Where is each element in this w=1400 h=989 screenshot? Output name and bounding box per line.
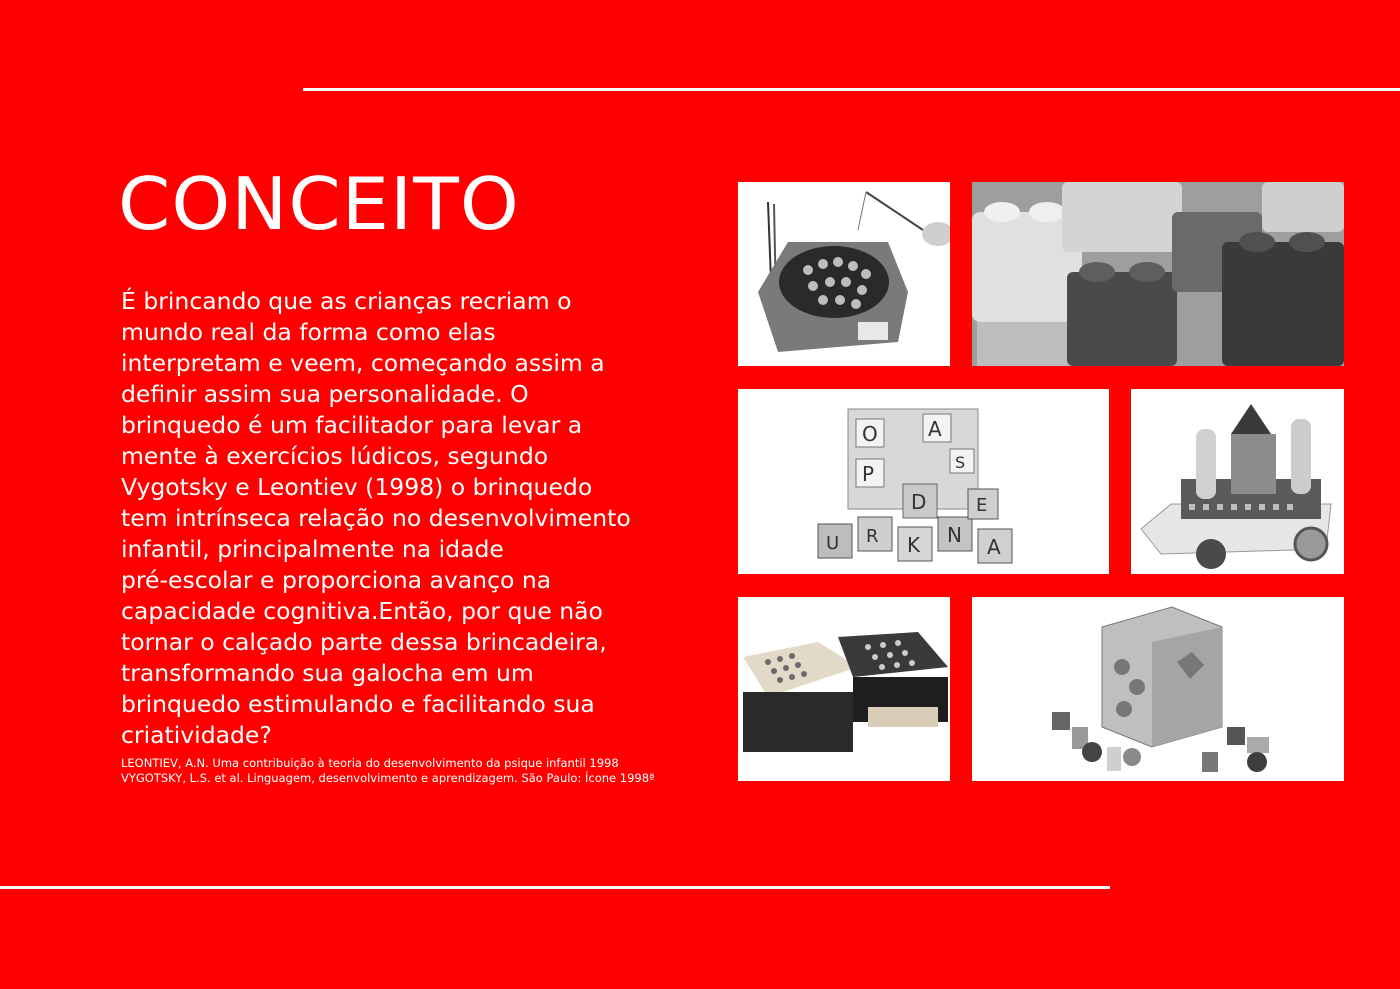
block-letter: A xyxy=(928,417,942,441)
bottom-rule xyxy=(0,886,1110,889)
body-line: infantil, principalmente na idade xyxy=(121,535,504,563)
alphabet-blocks-photo xyxy=(738,389,1109,574)
shape-sorter-cube-photo xyxy=(972,597,1344,781)
fishing-game-illustration xyxy=(738,182,950,366)
body-line: mente à exercícios lúdicos, segundo xyxy=(121,442,549,470)
wooden-boat-toy-photo xyxy=(1131,389,1344,574)
shape-sorter-illustration xyxy=(972,597,1344,781)
block-letter: D xyxy=(911,490,927,514)
body-line: É brincando que as crianças recriam o xyxy=(121,287,572,315)
body-line: interpretam e veem, começando assim a xyxy=(121,349,605,377)
alphabet-blocks-illustration xyxy=(738,389,1109,574)
body-line: tornar o calçado parte dessa brincadeira, xyxy=(121,628,607,656)
block-letter: A xyxy=(987,535,1001,559)
building-blocks-illustration xyxy=(972,182,1344,366)
body-paragraph xyxy=(121,286,701,751)
block-letter: U xyxy=(826,533,840,554)
block-letter: P xyxy=(862,462,875,486)
body-line: tem intrínseca relação no desenvolvimento xyxy=(121,504,631,532)
references xyxy=(121,756,654,786)
fishing-game-toy-photo xyxy=(738,182,950,366)
reference-leontiev: LEONTIEV, A.N. Uma contribuição à teoria do desenvolvimento da psique infantil 1998 xyxy=(121,756,619,770)
body-line: pré-escolar e proporciona avanço na xyxy=(121,566,552,594)
body-line: definir assim sua personalidade. O xyxy=(121,380,529,408)
block-letter: K xyxy=(907,533,921,557)
body-line: mundo real da forma como elas xyxy=(121,318,496,346)
page-title: CONCEITO xyxy=(118,162,520,246)
block-letter: N xyxy=(947,523,962,547)
body-line: transformando sua galocha em um xyxy=(121,659,534,687)
peg-solitaire-photo xyxy=(738,597,950,781)
top-rule xyxy=(303,88,1400,91)
body-line: criatividade? xyxy=(121,721,272,749)
block-letter: R xyxy=(866,526,879,547)
block-letter: E xyxy=(976,495,988,516)
body-line: brinquedo é um facilitador para levar a xyxy=(121,411,583,439)
block-letter: O xyxy=(862,422,878,446)
body-line: capacidade cognitiva.Então, por que não xyxy=(121,597,603,625)
wooden-boat-illustration xyxy=(1131,389,1344,574)
reference-vygotsky: VYGOTSKY, L.S. et al. Linguagem, desenvolvimento e aprendizagem. São Paulo: Ícone 1998ª xyxy=(121,771,655,785)
body-line: brinquedo estimulando e facilitando sua xyxy=(121,690,595,718)
peg-solitaire-illustration xyxy=(738,597,950,781)
block-letter: S xyxy=(955,453,966,472)
building-blocks-photo xyxy=(972,182,1344,366)
body-line: Vygotsky e Leontiev (1998) o brinquedo xyxy=(121,473,593,501)
